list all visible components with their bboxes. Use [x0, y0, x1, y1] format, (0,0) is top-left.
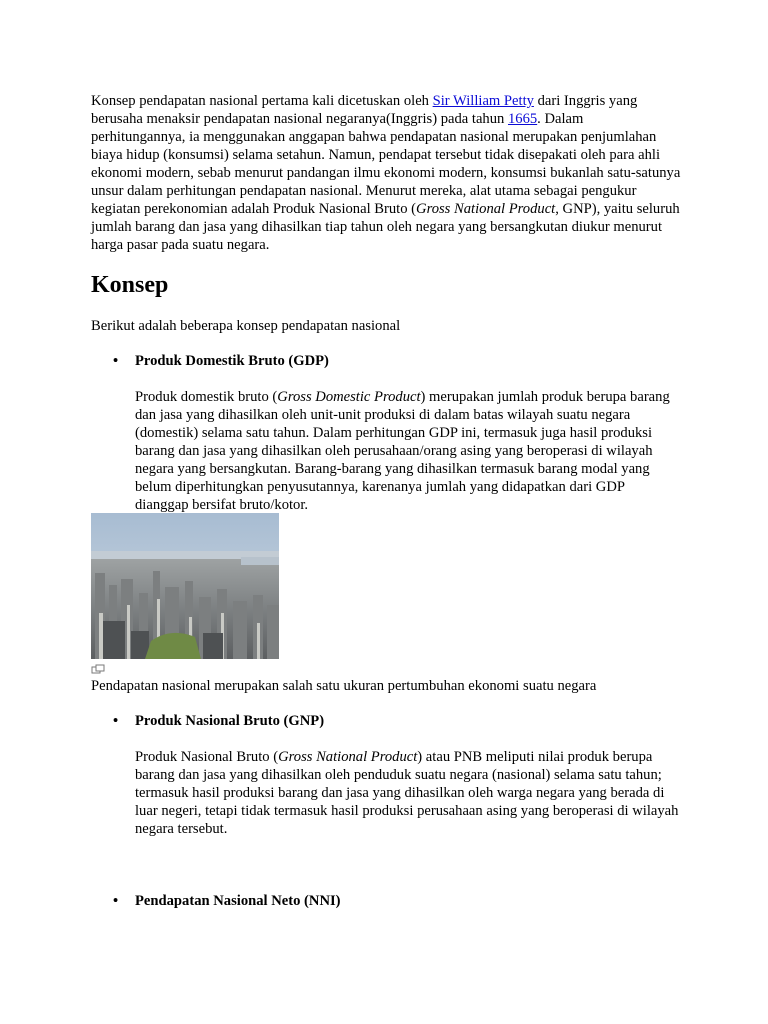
intro-paragraph	[91, 92, 681, 254]
gdp-paragraph	[135, 388, 680, 514]
city-skyline-image	[91, 513, 279, 659]
gnp-text-2: ) atau PNB meliputi nilai produk berupa barang dan jasa yang dihasilkan oleh penduduk suatu negara (nasional) selama satu tahun; termasuk hasil produksi barang dan jasa yang dihasilkan oleh warga negara yang berada di luar negeri, tetapi tidak termasuk hasil produksi perusahaan asing yang beroperasi di wilayah negara tersebut.	[135, 749, 679, 837]
document-page	[91, 92, 691, 909]
section-heading: Konsep	[91, 272, 169, 298]
section-lead: Berikut adalah beberapa konsep pendapatan nasional	[91, 318, 401, 334]
link-sir-william-petty[interactable]: Sir William Petty	[432, 93, 534, 109]
link-1665[interactable]: 1665	[507, 111, 538, 127]
gnp-text-1: Produk Nasional Bruto (	[135, 749, 279, 765]
bullet-nni-label: Pendapatan Nasional Neto (NNI)	[135, 893, 341, 909]
bullet-dot: •	[113, 713, 119, 729]
intro-text-3: . Dalam perhitungannya, ia menggunakan anggapan bahwa pendapatan nasional merupakan penjumlahan biaya hidup (konsumsi) selama setahun. Namun, pendapat tersebut tidak disepakati oleh para ahli ekonomi modern, sebab menurut pandangan ilmu ekonomi modern, konsumsi bukanlah satu-satunya unsur dalam perhitungan pendapatan nasional. Menurut mereka, alat utama sebagai pengukur kegiatan perekonomian adalah Produk Nasional Bruto (	[91, 111, 681, 217]
bullet-dot: •	[113, 353, 119, 369]
gdp-text-2: ) merupakan jumlah produk berupa barang dan jasa yang dihasilkan oleh unit-unit produksi di dalam batas wilayah suatu negara (domestik) selama satu tahun. Dalam perhitungan GDP ini, termasuk juga hasil produksi barang dan jasa yang dihasilkan oleh perusahaan/orang asing yang beroperasi di wilayah negara yang bersangkutan. Barang-barang yang dihasilkan termasuk barang modal yang belum diperhitungkan penyusutannya, karenanya jumlah yang didapatkan dari GDP dianggap bersifat bruto/kotor.	[135, 389, 670, 513]
bullet-gdp-label: Produk Domestik Bruto (GDP)	[135, 353, 329, 369]
gdp-italic-term: Gross Domestic Product	[277, 389, 421, 405]
city-photo[interactable]	[91, 513, 279, 659]
intro-text-4: , GNP), yaitu seluruh jumlah barang dan jasa yang dihasilkan tiap tahun oleh negara yang bersangkutan diukur menurut harga pasar pada suatu negara.	[91, 201, 680, 253]
gdp-text-1: Produk domestik bruto (	[135, 389, 278, 405]
intro-text-1: Konsep pendapatan nasional pertama kali dicetuskan oleh	[91, 93, 433, 109]
intro-text-2: dari Inggris yang berusaha menaksir pendapatan nasional negaranya(Inggris) pada tahun	[91, 93, 638, 127]
figure-caption: Pendapatan nasional merupakan salah satu ukuran pertumbuhan ekonomi suatu negara	[91, 678, 597, 694]
bullet-dot: •	[113, 893, 119, 909]
bullet-gnp-label: Produk Nasional Bruto (GNP)	[135, 713, 325, 729]
intro-italic-term: Gross National Product	[416, 201, 556, 217]
enlarge-icon[interactable]	[91, 664, 105, 676]
gnp-italic-term: Gross National Product	[278, 749, 418, 765]
gnp-paragraph	[135, 748, 680, 838]
